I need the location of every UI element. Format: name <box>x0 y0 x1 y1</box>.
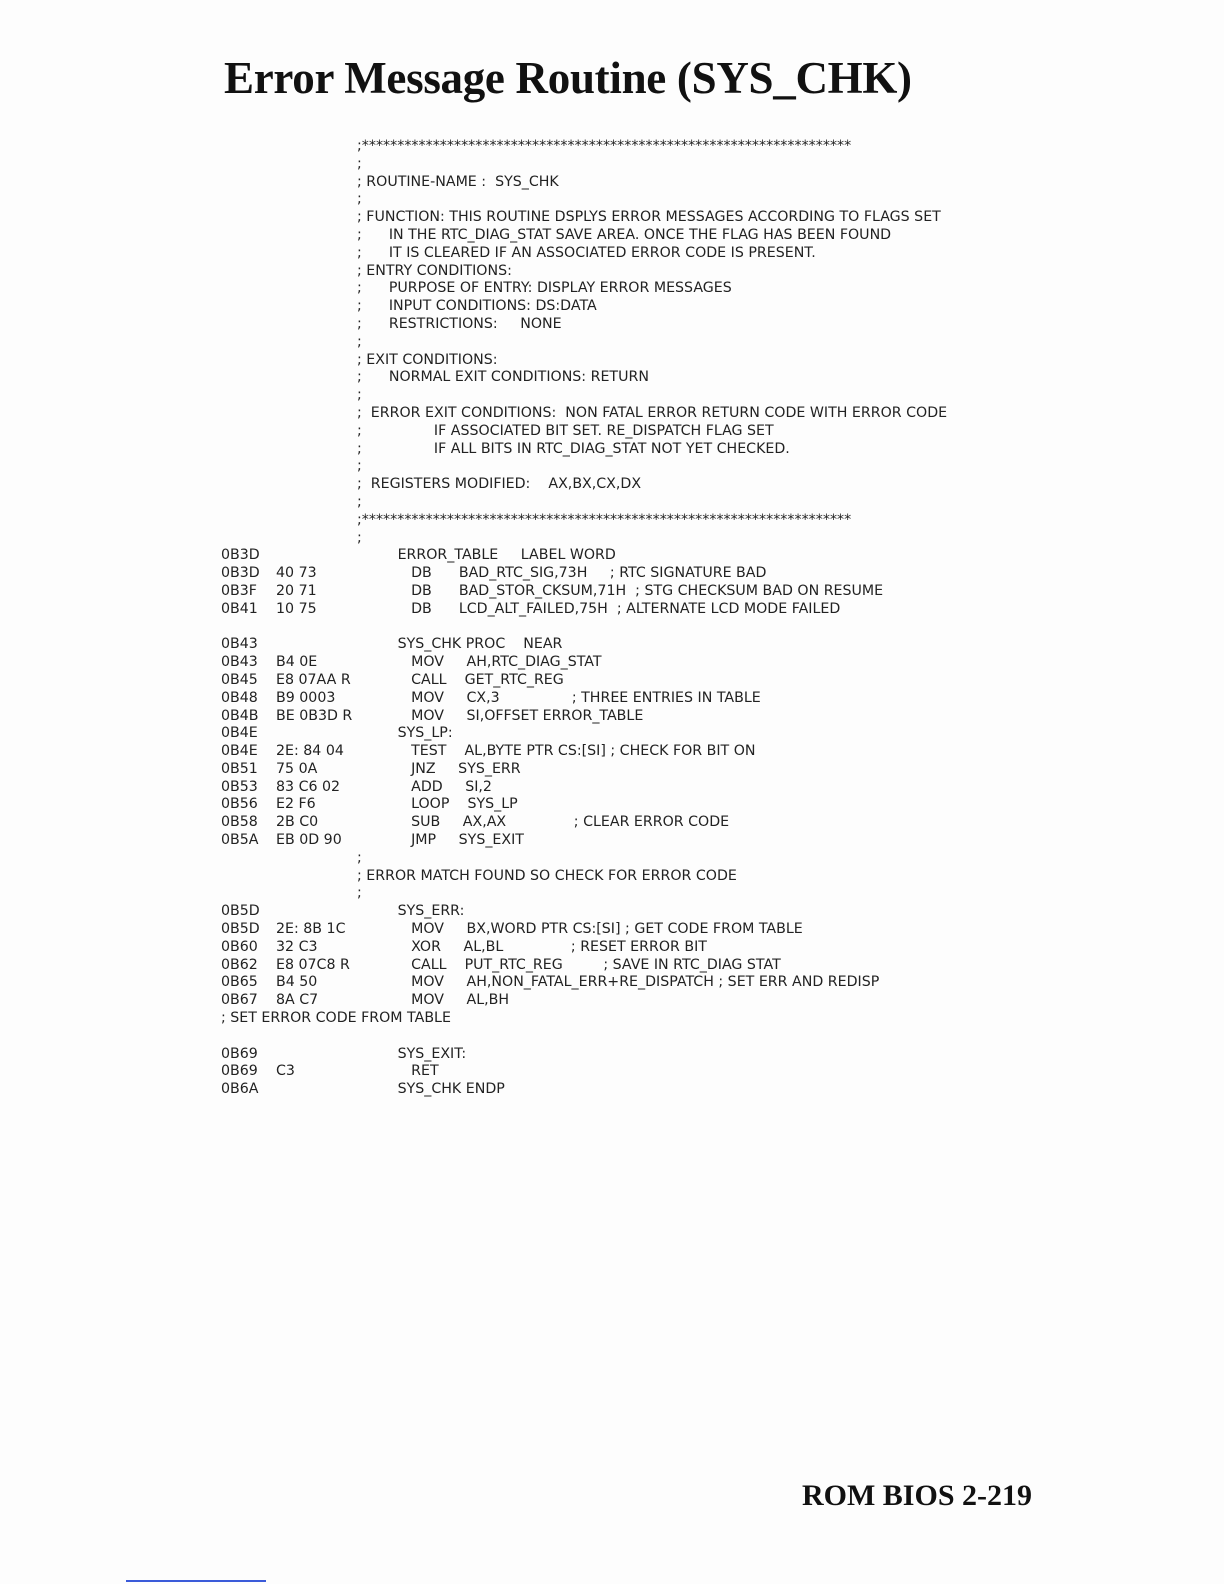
page-footer: ROM BIOS 2-219 <box>801 1479 1032 1512</box>
object-code-column: BE 0B3D R <box>276 707 353 724</box>
object-code-column: E8 07C8 R <box>276 956 350 973</box>
address-column: 0B56 <box>221 796 258 813</box>
object-code-column: B9 0003 <box>276 689 336 706</box>
source-column: SYS_ERR: <box>357 903 465 920</box>
address-column: 0B62 <box>221 956 258 973</box>
listing-line <box>0 796 1224 814</box>
listing-line <box>0 708 1224 726</box>
address-column: 0B65 <box>221 974 258 991</box>
source-column: ; IN THE RTC_DIAG_STAT SAVE AREA. ONCE THE FLAG HAS BEEN FOUND <box>357 226 892 243</box>
listing-line <box>0 814 1224 832</box>
source-column: ;********************************************************************* <box>357 511 852 528</box>
listing-line <box>0 352 1224 370</box>
object-code-column: 2E: 8B 1C <box>276 921 346 938</box>
listing-line <box>0 957 1224 975</box>
address-column: 0B5D <box>221 921 260 938</box>
listing-line <box>0 832 1224 850</box>
source-column: DB BAD_STOR_CKSUM,71H ; STG CHECKSUM BAD ON RESUME <box>357 582 884 599</box>
address-column: 0B58 <box>221 814 258 831</box>
source-column: JNZ SYS_ERR <box>357 760 521 777</box>
source-column: ; INPUT CONDITIONS: DS:DATA <box>357 298 597 315</box>
source-column: ; <box>357 458 362 475</box>
listing-line <box>0 1063 1224 1081</box>
listing-line <box>0 263 1224 281</box>
source-column: ; <box>357 387 362 404</box>
source-column: ; NORMAL EXIT CONDITIONS: RETURN <box>357 369 649 386</box>
listing-line <box>0 405 1224 423</box>
address-column: 0B60 <box>221 938 258 955</box>
address-column: 0B53 <box>221 778 258 795</box>
object-code-column: EB 0D 90 <box>276 832 342 849</box>
listing-line <box>0 227 1224 245</box>
source-column: ; <box>357 333 362 350</box>
source-column: JMP SYS_EXIT <box>357 832 524 849</box>
page-title: Error Message Routine (SYS_CHK) <box>224 53 912 103</box>
listing-line <box>0 547 1224 565</box>
listing-line <box>0 636 1224 654</box>
source-column: ; IF ALL BITS IN RTC_DIAG_STAT NOT YET CHECKED. <box>357 440 790 457</box>
address-column: 0B67 <box>221 992 258 1009</box>
listing-line <box>0 1081 1224 1099</box>
assembly-listing <box>0 138 1224 1099</box>
source-column: CALL PUT_RTC_REG ; SAVE IN RTC_DIAG STAT <box>357 956 781 973</box>
object-code-column: 20 71 <box>276 582 317 599</box>
listing-line <box>0 690 1224 708</box>
source-column: ; ERROR MATCH FOUND SO CHECK FOR ERROR CODE <box>357 867 737 884</box>
address-column: 0B4E <box>221 725 258 742</box>
source-column: ; ERROR EXIT CONDITIONS: NON FATAL ERROR RETURN CODE WITH ERROR CODE <box>357 404 948 421</box>
source-column: SYS_LP: <box>357 725 453 742</box>
object-code-column: 2E: 84 04 <box>276 743 344 760</box>
listing-line <box>0 565 1224 583</box>
source-column: ERROR_TABLE LABEL WORD <box>357 547 616 564</box>
source-column: ; PURPOSE OF ENTRY: DISPLAY ERROR MESSAGES <box>357 280 732 297</box>
listing-line <box>0 761 1224 779</box>
object-code-column: E2 F6 <box>276 796 316 813</box>
object-code-column: 2B C0 <box>276 814 319 831</box>
source-column: ; <box>357 849 362 866</box>
source-column: SYS_CHK ENDP <box>357 1081 505 1098</box>
source-column: RET <box>357 1063 439 1080</box>
object-code-column: 75 0A <box>276 760 318 777</box>
object-code-column: E8 07AA R <box>276 671 351 688</box>
listing-line <box>0 156 1224 174</box>
address-column: ; SET ERROR CODE FROM TABLE <box>221 1010 451 1027</box>
source-column: LOOP SYS_LP <box>357 796 518 813</box>
source-column: ; ROUTINE-NAME : SYS_CHK <box>357 173 559 190</box>
object-code-column: C3 <box>276 1063 295 1080</box>
source-column: ; <box>357 191 362 208</box>
listing-line <box>0 1010 1224 1028</box>
object-code-column: 10 75 <box>276 600 317 617</box>
listing-line <box>0 743 1224 761</box>
listing-line <box>0 191 1224 209</box>
source-column: SUB AX,AX ; CLEAR ERROR CODE <box>357 814 730 831</box>
object-code-column: B4 50 <box>276 974 318 991</box>
source-column: ; <box>357 885 362 902</box>
source-column: CALL GET_RTC_REG <box>357 671 564 688</box>
listing-line <box>0 619 1224 637</box>
source-column: ; ENTRY CONDITIONS: <box>357 262 512 279</box>
source-column: ; RESTRICTIONS: NONE <box>357 315 562 332</box>
listing-line <box>0 939 1224 957</box>
source-column: MOV AL,BH <box>357 992 510 1009</box>
listing-line <box>0 921 1224 939</box>
source-column: ; IF ASSOCIATED BIT SET. RE_DISPATCH FLAG SET <box>357 422 774 439</box>
listing-line <box>0 903 1224 921</box>
address-column: 0B69 <box>221 1063 258 1080</box>
listing-line <box>0 974 1224 992</box>
listing-line <box>0 654 1224 672</box>
source-column: ; FUNCTION: THIS ROUTINE DSPLYS ERROR MESSAGES ACCORDING TO FLAGS SET <box>357 209 941 226</box>
source-column: ; <box>357 529 362 546</box>
listing-line <box>0 530 1224 548</box>
source-column: MOV CX,3 ; THREE ENTRIES IN TABLE <box>357 689 761 706</box>
object-code-column: 40 73 <box>276 565 317 582</box>
address-column: 0B45 <box>221 671 258 688</box>
address-column: 0B4B <box>221 707 259 724</box>
source-column: ; <box>357 493 362 510</box>
listing-line <box>0 672 1224 690</box>
listing-line <box>0 298 1224 316</box>
address-column: 0B5A <box>221 832 259 849</box>
address-column: 0B3F <box>221 582 257 599</box>
source-column: DB LCD_ALT_FAILED,75H ; ALTERNATE LCD MODE FAILED <box>357 600 841 617</box>
listing-line <box>0 868 1224 886</box>
source-column: ; <box>357 155 362 172</box>
listing-line <box>0 280 1224 298</box>
object-code-column: 8A C7 <box>276 992 319 1009</box>
listing-line <box>0 1028 1224 1046</box>
address-column: 0B43 <box>221 636 258 653</box>
listing-line <box>0 601 1224 619</box>
listing-line <box>0 512 1224 530</box>
listing-line <box>0 476 1224 494</box>
listing-line <box>0 423 1224 441</box>
source-column: MOV AH,RTC_DIAG_STAT <box>357 654 602 671</box>
source-column: XOR AL,BL ; RESET ERROR BIT <box>357 938 707 955</box>
object-code-column: B4 0E <box>276 654 318 671</box>
listing-line <box>0 316 1224 334</box>
address-column: 0B43 <box>221 654 258 671</box>
address-column: 0B41 <box>221 600 258 617</box>
listing-line <box>0 494 1224 512</box>
object-code-column: 83 C6 02 <box>276 778 341 795</box>
listing-line <box>0 387 1224 405</box>
address-column: 0B69 <box>221 1045 258 1062</box>
listing-line <box>0 1046 1224 1064</box>
address-column: 0B3D <box>221 565 260 582</box>
source-column: ; REGISTERS MODIFIED: AX,BX,CX,DX <box>357 476 642 493</box>
address-column: 0B6A <box>221 1081 259 1098</box>
scan-edge-line <box>126 1580 266 1582</box>
source-column: MOV AH,NON_FATAL_ERR+RE_DISPATCH ; SET ERR AND REDISP <box>357 974 880 991</box>
listing-line <box>0 441 1224 459</box>
listing-line <box>0 245 1224 263</box>
source-column: SYS_CHK PROC NEAR <box>357 636 563 653</box>
listing-line <box>0 334 1224 352</box>
address-column: 0B3D <box>221 547 260 564</box>
listing-line <box>0 174 1224 192</box>
source-column: ; EXIT CONDITIONS: <box>357 351 498 368</box>
listing-line <box>0 992 1224 1010</box>
address-column: 0B4E <box>221 743 258 760</box>
listing-line <box>0 583 1224 601</box>
listing-line <box>0 138 1224 156</box>
address-column: 0B51 <box>221 760 258 777</box>
source-column: ;********************************************************************* <box>357 138 852 154</box>
listing-line <box>0 779 1224 797</box>
source-column: SYS_EXIT: <box>357 1045 467 1062</box>
source-column: ADD SI,2 <box>357 778 492 795</box>
listing-line <box>0 885 1224 903</box>
source-column: TEST AL,BYTE PTR CS:[SI] ; CHECK FOR BIT ON <box>357 743 756 760</box>
address-column: 0B5D <box>221 903 260 920</box>
source-column: DB BAD_RTC_SIG,73H ; RTC SIGNATURE BAD <box>357 565 767 582</box>
address-column: 0B48 <box>221 689 258 706</box>
source-column: MOV BX,WORD PTR CS:[SI] ; GET CODE FROM TABLE <box>357 921 803 938</box>
source-column: MOV SI,OFFSET ERROR_TABLE <box>357 707 644 724</box>
listing-line <box>0 850 1224 868</box>
listing-line <box>0 209 1224 227</box>
listing-line <box>0 369 1224 387</box>
listing-line <box>0 725 1224 743</box>
source-column: ; IT IS CLEARED IF AN ASSOCIATED ERROR CODE IS PRESENT. <box>357 244 816 261</box>
listing-line <box>0 458 1224 476</box>
object-code-column: 32 C3 <box>276 938 318 955</box>
